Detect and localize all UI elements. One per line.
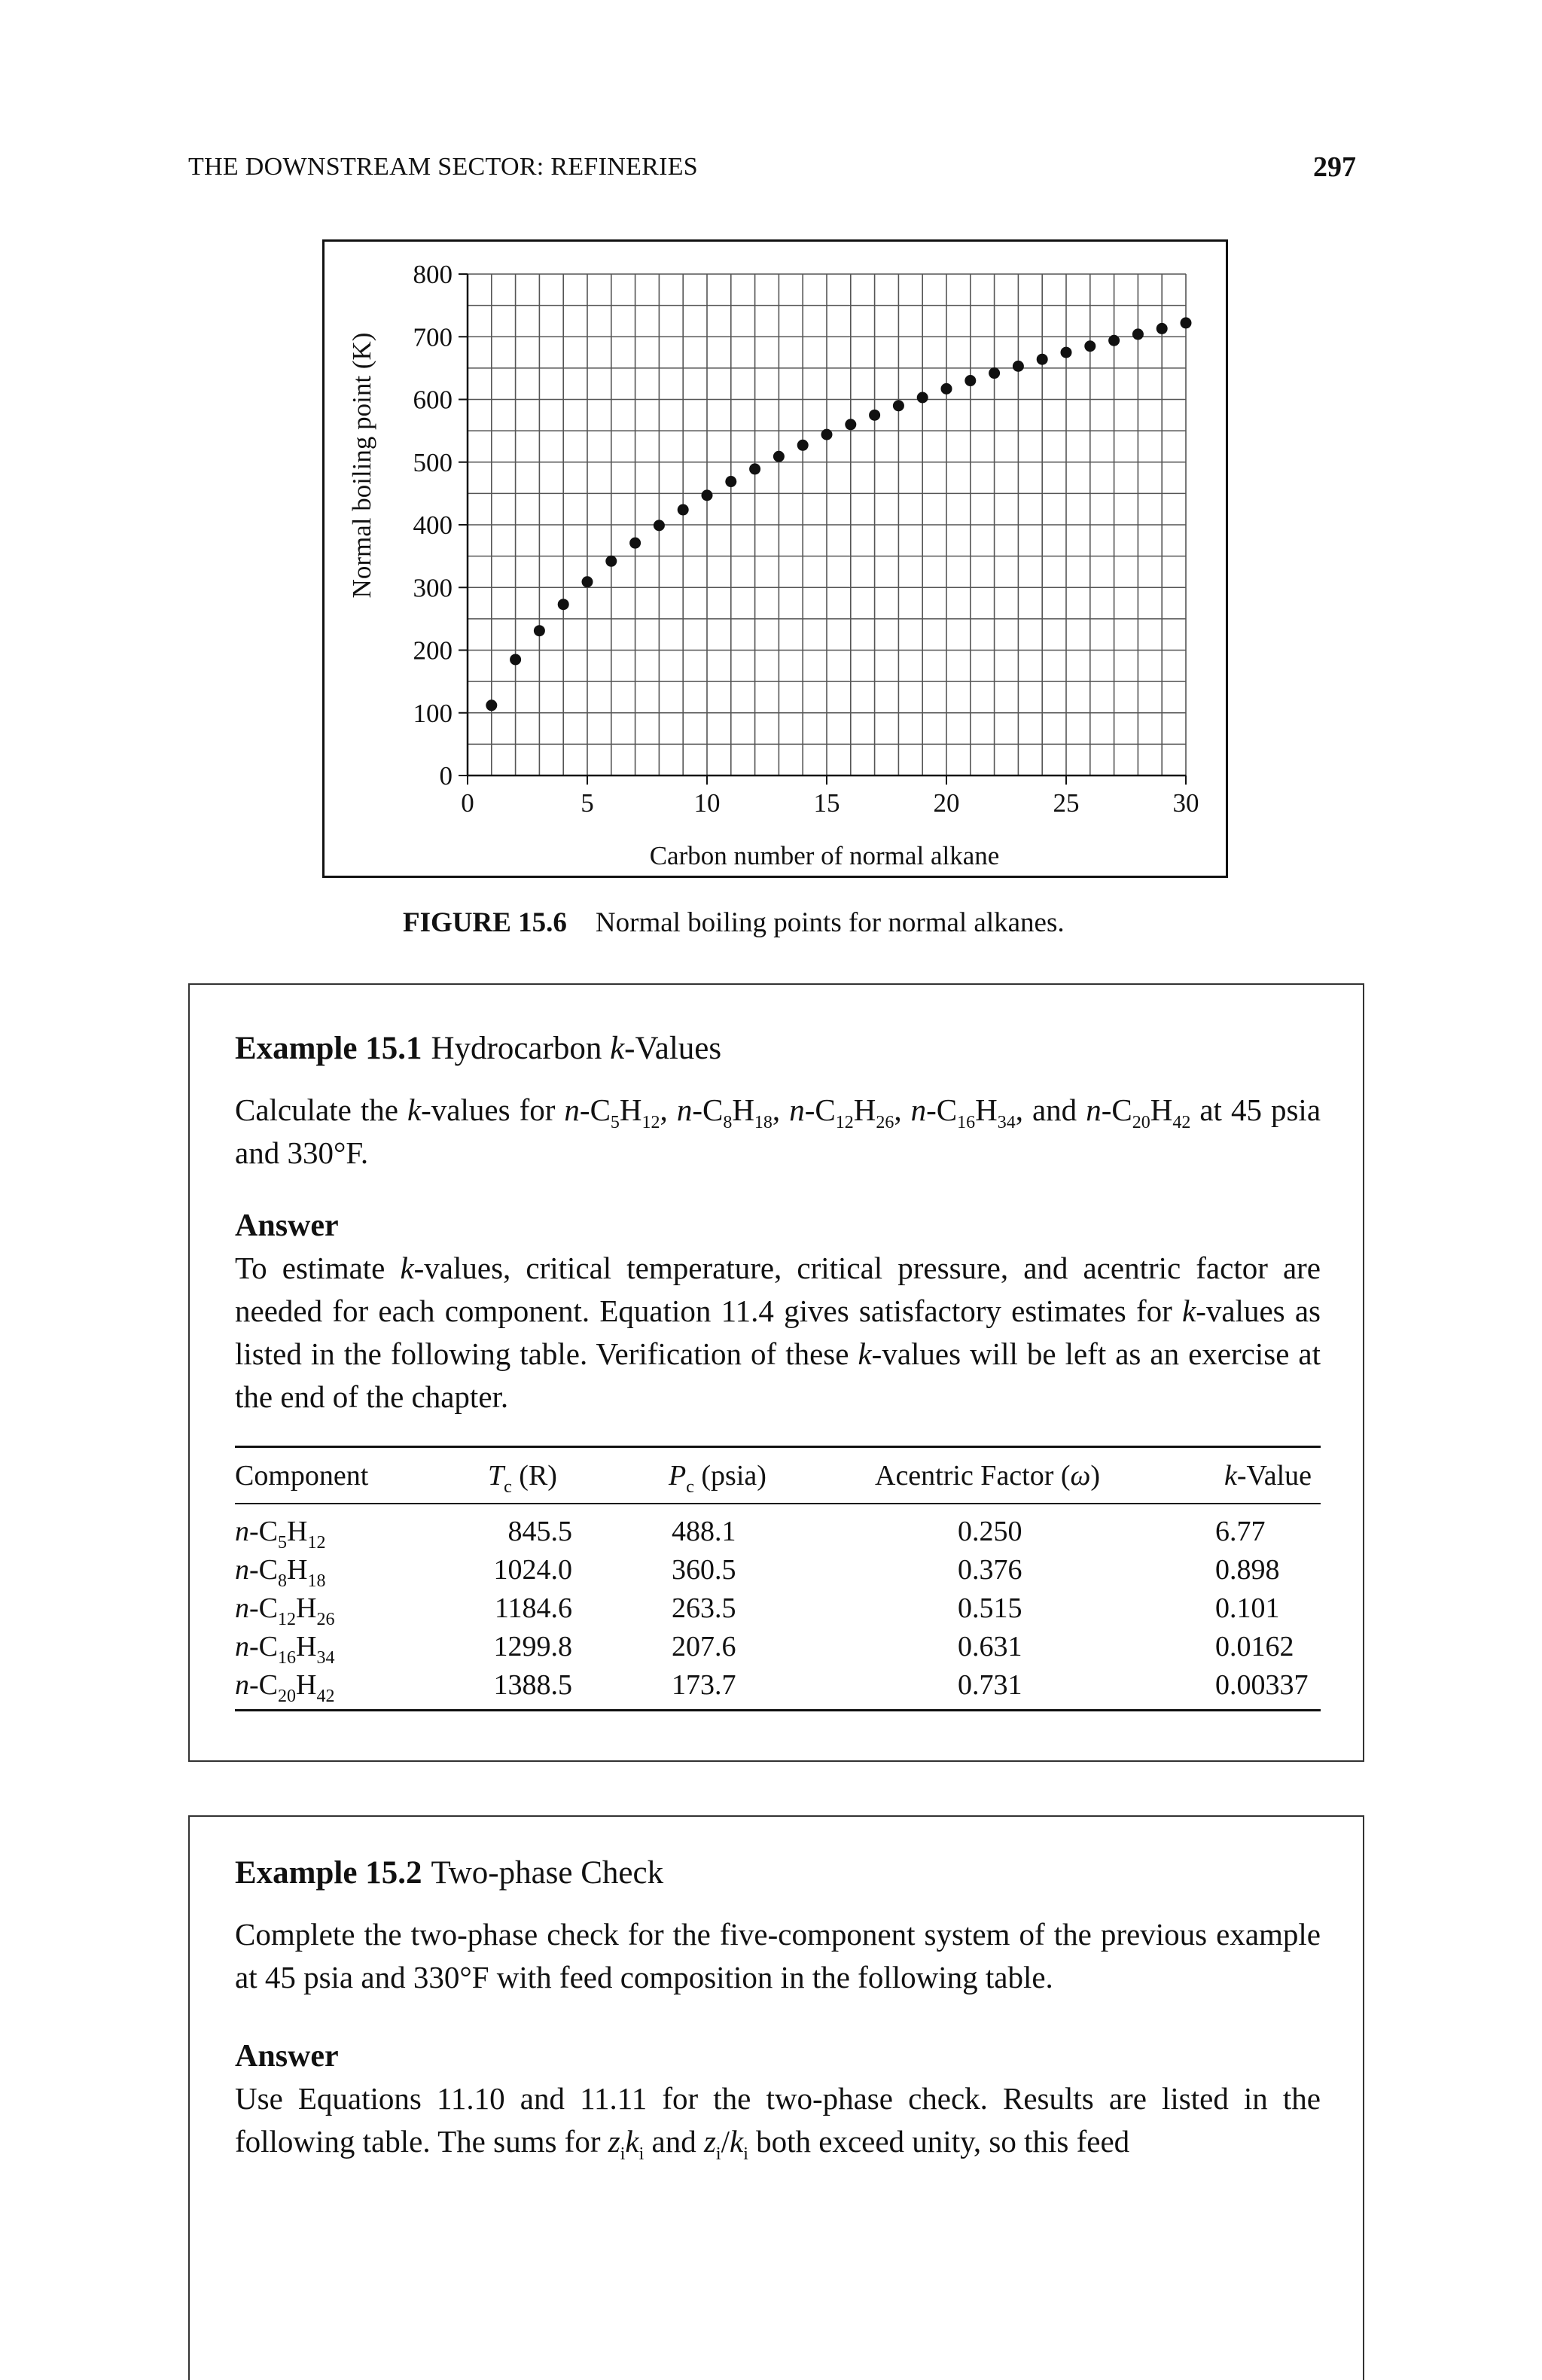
example-number: Example 15.1 [235, 1031, 422, 1066]
col-header-tc: $T_c$ (R) [488, 1460, 557, 1497]
title-k: k [610, 1031, 625, 1066]
data-point [773, 451, 785, 462]
table-cell-component: $n-C_{20}H_{42}$ [235, 1669, 335, 1706]
table-cell-k: 0.898 [1215, 1554, 1280, 1586]
data-point [582, 576, 593, 587]
figure-caption-text: Normal boiling points for normal alkanes. [595, 907, 1065, 938]
data-point [558, 599, 569, 610]
chart-points [486, 317, 1191, 711]
data-point [629, 538, 641, 549]
table-bottom-rule [235, 1709, 1321, 1711]
y-tick-label: 200 [413, 635, 453, 666]
x-tick-label: 25 [1053, 788, 1080, 818]
data-point [941, 383, 952, 395]
y-tick-label: 0 [439, 761, 453, 791]
chart-axes [459, 274, 1186, 785]
title-text: Hydrocarbon [431, 1031, 611, 1066]
table-cell-tc: 1299.8 [493, 1631, 572, 1662]
data-point [510, 654, 521, 665]
title-text-end: -Values [624, 1031, 722, 1066]
x-tick-label: 0 [461, 788, 474, 818]
table-cell-pc: 360.5 [672, 1554, 736, 1586]
page-number: 297 [1313, 151, 1356, 183]
data-point [1037, 354, 1048, 365]
x-tick-label: 5 [581, 788, 594, 818]
data-point [678, 504, 689, 516]
table-cell-pc: 263.5 [672, 1592, 736, 1624]
data-point [654, 520, 665, 531]
data-point [486, 699, 497, 711]
x-tick-label: 10 [693, 788, 721, 818]
table-cell-w: 0.515 [958, 1592, 1022, 1624]
table-cell-k: 6.77 [1215, 1516, 1266, 1547]
x-tick-label: 15 [813, 788, 840, 818]
data-point [1132, 328, 1144, 340]
col-header-pc: $P_c$ (psia) [669, 1460, 766, 1497]
table-cell-pc: 207.6 [672, 1631, 736, 1662]
data-point [725, 476, 736, 487]
table-cell-k: 0.101 [1215, 1592, 1280, 1624]
example-15-1-box [188, 983, 1364, 1762]
data-point [869, 410, 880, 421]
table-cell-component: $n-C_{12}H_{26}$ [235, 1592, 335, 1629]
table-cell-component: $n-C_8H_{18}$ [235, 1554, 326, 1591]
table-header-rule [235, 1503, 1321, 1504]
data-point [1013, 361, 1024, 372]
example-15-1-answer-heading: Answer [235, 1208, 339, 1243]
table-cell-w: 0.731 [958, 1669, 1022, 1701]
col-header-acentric: Acentric Factor (ω) [875, 1460, 1101, 1492]
data-point [989, 367, 1000, 379]
table-cell-pc: 488.1 [672, 1516, 736, 1547]
y-tick-label: 800 [413, 260, 453, 289]
y-axis-label: Normal boiling point (K) [347, 332, 376, 599]
data-point [821, 429, 833, 440]
data-point [845, 419, 856, 430]
data-point [1108, 335, 1120, 346]
table-cell-w: 0.250 [958, 1516, 1022, 1547]
data-point [702, 489, 713, 501]
y-tick-label: 700 [413, 322, 453, 352]
data-point [534, 625, 545, 636]
table-cell-tc: 1184.6 [494, 1592, 572, 1624]
data-point [917, 392, 928, 404]
table-cell-tc: 1388.5 [493, 1669, 572, 1701]
title-text: Two-phase Check [431, 1855, 664, 1891]
table-cell-tc: 845.5 [507, 1516, 572, 1547]
example-15-1-title [235, 1030, 721, 1067]
y-tick-label: 100 [413, 698, 453, 728]
table-cell-k: 0.0162 [1215, 1631, 1294, 1662]
example-15-1-question: Calculate the k-values for $n-C_5H_{12}$, $n-C_8H_{18}$, $n-C_{12}H_{26}$, $n-C_{16}H_{34}$, and $n-C_{20}H_{42}$ at 45 psia and 330°F. [235, 1092, 1321, 1170]
figure-caption [403, 907, 1065, 939]
x-axis-label: Carbon number of normal alkane [649, 841, 1000, 870]
example-15-2-answer-heading: Answer [235, 2039, 339, 2074]
data-point [749, 463, 760, 474]
y-tick-label: 500 [413, 447, 453, 477]
data-point [1156, 323, 1168, 334]
data-point [1181, 317, 1192, 328]
example-15-2-box [188, 1815, 1364, 2380]
table-cell-tc: 1024.0 [493, 1554, 572, 1586]
example-15-2-question: Complete the two-phase check for the five-component system of the previous example at 45 psia and 330°F with feed composition in the following table. [235, 1917, 1321, 1995]
example-15-1-answer: To estimate k-values, critical temperature, critical pressure, and acentric factor are needed for each component. Equation 11.4 gives satisfactory estimates for k-values as listed in the following table. Verification of these k-values will be left as an exercise at the end of the chapter. [235, 1251, 1321, 1414]
chart-tick-labels [413, 260, 1199, 818]
table-cell-w: 0.376 [958, 1554, 1022, 1586]
boiling-point-chart [322, 239, 1228, 878]
data-point [965, 375, 976, 386]
table-cell-pc: 173.7 [672, 1669, 736, 1701]
y-tick-label: 300 [413, 573, 453, 603]
table-cell-component: $n-C_{16}H_{34}$ [235, 1631, 335, 1668]
table-top-rule [235, 1446, 1321, 1448]
y-tick-label: 400 [413, 510, 453, 540]
example-number: Example 15.2 [235, 1855, 422, 1891]
data-point [797, 440, 809, 451]
figure-label: FIGURE 15.6 [403, 907, 567, 938]
table-cell-k: 0.00337 [1215, 1669, 1309, 1701]
data-point [1084, 340, 1096, 352]
running-head: THE DOWNSTREAM SECTOR: REFINERIES [188, 153, 699, 181]
y-tick-label: 600 [413, 385, 453, 415]
col-header-kvalue: k-Value [1224, 1460, 1312, 1492]
chart-grid [468, 274, 1186, 776]
x-tick-label: 20 [933, 788, 960, 818]
table-cell-component: $n-C_5H_{12}$ [235, 1516, 326, 1553]
col-header-component: Component [235, 1460, 369, 1492]
data-point [605, 556, 617, 567]
table-cell-w: 0.631 [958, 1631, 1022, 1662]
example-15-2-title [235, 1854, 663, 1891]
data-point [1061, 347, 1072, 358]
x-tick-label: 30 [1172, 788, 1199, 818]
data-point [893, 400, 904, 411]
example-15-2-answer: Use Equations 11.10 and 11.11 for the two-phase check. Results are listed in the following table. The sums for $z_ik_i$ and $z_i/k_i$ both exceed unity, so this feed [235, 2081, 1321, 2164]
